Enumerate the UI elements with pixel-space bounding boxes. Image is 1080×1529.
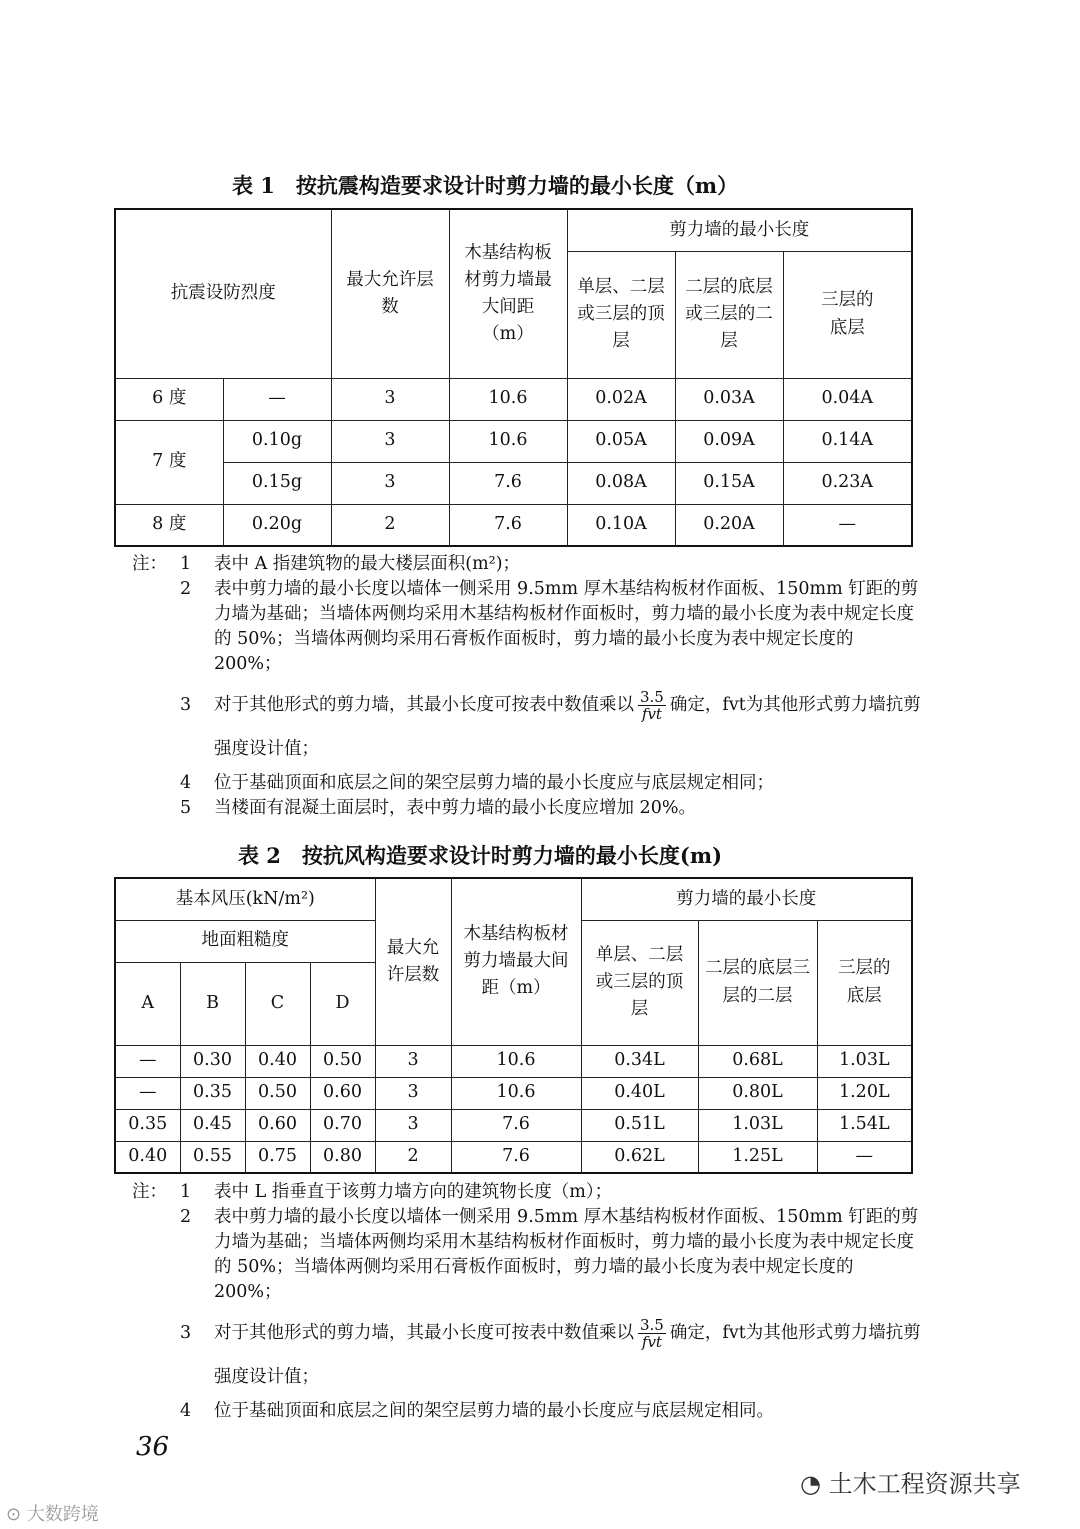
note-text-pre: 对于其他形式的剪力墙，其最小长度可按表中数值乘以 bbox=[214, 1323, 634, 1343]
table-row bbox=[115, 462, 912, 504]
t2-header-D: D bbox=[310, 962, 375, 1045]
t1-cell-accel: 0.15g bbox=[223, 462, 331, 504]
t1-header-col-c: 三层的底层 bbox=[783, 251, 912, 378]
t1-cell-b: 0.15A bbox=[675, 462, 783, 504]
page-number: 36 bbox=[136, 1432, 170, 1462]
t2-header-min-length: 剪力墙的最小长度 bbox=[581, 878, 912, 920]
t2-cell-b: 0.80L bbox=[698, 1077, 817, 1109]
t2-cell-B: 0.30 bbox=[180, 1045, 245, 1077]
t1-header-intensity: 抗震设防烈度 bbox=[115, 209, 331, 378]
table-row bbox=[115, 504, 912, 546]
t2-cell-C: 0.60 bbox=[245, 1109, 310, 1141]
note-text: 表中剪力墙的最小长度以墙体一侧采用 9.5mm 厚木基结构板材作面板、150mm 钉距的剪力墙为基础；当墙体两侧均采用木基结构板材作面板时，剪力墙的最小长度为表中规定长度的 50%；当墙体两侧均采用石膏板作面板时，剪力墙的最小长度为表中规定长度的 200%； bbox=[214, 579, 919, 674]
t2-cell-A: 0.40 bbox=[115, 1141, 180, 1173]
fraction-numerator: 3.5 bbox=[640, 1316, 664, 1334]
watermark-left-text: 大数跨境 bbox=[26, 1504, 99, 1525]
t2-header-col-a: 单层、二层或三层的顶层 bbox=[581, 920, 698, 1045]
notes-lead: 注： bbox=[132, 1182, 167, 1202]
t2-cell-A: 0.35 bbox=[115, 1109, 180, 1141]
note-text: 表中 L 指垂直于该剪力墙方向的建筑物长度（m）； bbox=[214, 1182, 613, 1202]
t1-cell-spacing: 10.6 bbox=[449, 420, 567, 462]
t2-cell-floors: 3 bbox=[375, 1077, 451, 1109]
t2-cell-a: 0.51L bbox=[581, 1109, 698, 1141]
t2-cell-D: 0.70 bbox=[310, 1109, 375, 1141]
t1-header-max-spacing: 木基结构板材剪力墙最大间距（m） bbox=[449, 209, 567, 378]
table1 bbox=[114, 208, 913, 547]
table2-notes bbox=[132, 1180, 922, 1424]
t1-cell-b: 0.09A bbox=[675, 420, 783, 462]
note-number: 5 bbox=[180, 798, 192, 818]
wechat-icon: ◔ bbox=[800, 1470, 821, 1498]
t2-cell-floors: 3 bbox=[375, 1045, 451, 1077]
t1-cell-c: 0.23A bbox=[783, 462, 912, 504]
t2-cell-spacing: 7.6 bbox=[451, 1109, 581, 1141]
table1-caption: 表 1 按抗震构造要求设计时剪力墙的最小长度（m） bbox=[232, 173, 739, 198]
t2-cell-spacing: 10.6 bbox=[451, 1077, 581, 1109]
t2-cell-floors: 2 bbox=[375, 1141, 451, 1173]
t2-cell-c: — bbox=[817, 1141, 912, 1173]
note-number: 2 bbox=[180, 579, 192, 599]
t1-header-max-floors: 最大允许层数 bbox=[331, 209, 449, 378]
t2-cell-B: 0.45 bbox=[180, 1109, 245, 1141]
note-text: 表中剪力墙的最小长度以墙体一侧采用 9.5mm 厚木基结构板材作面板、150mm 钉距的剪力墙为基础；当墙体两侧均采用木基结构板材作面板时，剪力墙的最小长度为表中规定长度的 50%；当墙体两侧均采用石膏板作面板时，剪力墙的最小长度为表中规定长度的 200%； bbox=[214, 1207, 919, 1302]
t1-cell-c: 0.04A bbox=[783, 378, 912, 420]
t2-cell-A: — bbox=[115, 1045, 180, 1077]
t1-cell-floors: 3 bbox=[331, 378, 449, 420]
note-item bbox=[132, 1180, 922, 1205]
t2-cell-a: 0.34L bbox=[581, 1045, 698, 1077]
note-number: 4 bbox=[180, 773, 192, 793]
t1-header-col-a: 单层、二层或三层的顶层 bbox=[567, 251, 675, 378]
note-item bbox=[132, 577, 922, 677]
watermark-left bbox=[6, 1500, 99, 1526]
note-text: 位于基础顶面和底层之间的架空层剪力墙的最小长度应与底层规定相同。 bbox=[214, 1401, 774, 1421]
logo-icon: ⊙ bbox=[6, 1504, 22, 1525]
t1-cell-a: 0.05A bbox=[567, 420, 675, 462]
t1-cell-c: — bbox=[783, 504, 912, 546]
note-text-pre: 对于其他形式的剪力墙，其最小长度可按表中数值乘以 bbox=[214, 695, 634, 715]
t2-cell-D: 0.80 bbox=[310, 1141, 375, 1173]
fraction-denominator: fvt bbox=[641, 705, 662, 723]
note-item bbox=[132, 771, 922, 796]
t2-header-wind: 基本风压(kN/m²) bbox=[115, 878, 375, 920]
table-row bbox=[115, 1045, 912, 1077]
note-text: 位于基础顶面和底层之间的架空层剪力墙的最小长度应与底层规定相同； bbox=[214, 773, 774, 793]
table2-caption: 表 2 按抗风构造要求设计时剪力墙的最小长度(m) bbox=[238, 843, 723, 868]
t1-cell-spacing: 7.6 bbox=[449, 462, 567, 504]
t1-cell-a: 0.10A bbox=[567, 504, 675, 546]
t2-cell-C: 0.40 bbox=[245, 1045, 310, 1077]
t2-cell-b: 0.68L bbox=[698, 1045, 817, 1077]
table-row bbox=[115, 1109, 912, 1141]
t1-cell-floors: 3 bbox=[331, 462, 449, 504]
t1-cell-spacing: 10.6 bbox=[449, 378, 567, 420]
table-row bbox=[115, 378, 912, 420]
table-row bbox=[115, 420, 912, 462]
t2-cell-c: 1.54L bbox=[817, 1109, 912, 1141]
t2-cell-C: 0.75 bbox=[245, 1141, 310, 1173]
t2-header-rough: 地面粗糙度 bbox=[115, 920, 375, 962]
t2-cell-D: 0.60 bbox=[310, 1077, 375, 1109]
t1-cell-a: 0.08A bbox=[567, 462, 675, 504]
t1-cell-accel: 0.20g bbox=[223, 504, 331, 546]
t1-cell-accel: 0.10g bbox=[223, 420, 331, 462]
watermark-right bbox=[800, 1464, 1021, 1499]
fraction bbox=[638, 1317, 666, 1350]
t2-header-B: B bbox=[180, 962, 245, 1045]
t2-cell-B: 0.55 bbox=[180, 1141, 245, 1173]
t1-cell-degree: 8 度 bbox=[115, 504, 223, 546]
notes-lead: 注： bbox=[132, 554, 167, 574]
fraction-numerator: 3.5 bbox=[640, 688, 664, 706]
note-item bbox=[132, 1205, 922, 1305]
t2-cell-a: 0.62L bbox=[581, 1141, 698, 1173]
t2-cell-C: 0.50 bbox=[245, 1077, 310, 1109]
t2-cell-a: 0.40L bbox=[581, 1077, 698, 1109]
watermark-right-text: 土木工程资源共享 bbox=[828, 1470, 1021, 1498]
table2 bbox=[114, 877, 913, 1174]
t1-cell-floors: 2 bbox=[331, 504, 449, 546]
note-text: 表中 A 指建筑物的最大楼层面积(m²)； bbox=[214, 554, 521, 574]
table1-notes bbox=[132, 552, 922, 821]
t2-cell-c: 1.03L bbox=[817, 1045, 912, 1077]
t2-cell-spacing: 7.6 bbox=[451, 1141, 581, 1173]
t1-cell-b: 0.03A bbox=[675, 378, 783, 420]
note-item bbox=[132, 552, 922, 577]
note-number: 3 bbox=[180, 695, 192, 715]
t2-header-A: A bbox=[115, 962, 180, 1045]
note-item bbox=[132, 1311, 922, 1399]
t1-cell-floors: 3 bbox=[331, 420, 449, 462]
note-text-post: 确定，fvt为其他形式剪力墙抗剪强度设计值； bbox=[214, 695, 921, 759]
t1-cell-degree: 6 度 bbox=[115, 378, 223, 420]
t1-header-col-b: 二层的底层或三层的二层 bbox=[675, 251, 783, 378]
t1-cell-accel: — bbox=[223, 378, 331, 420]
note-number: 1 bbox=[180, 1182, 192, 1202]
t1-header-min-length: 剪力墙的最小长度 bbox=[567, 209, 912, 251]
note-item bbox=[132, 1399, 922, 1424]
note-item bbox=[132, 796, 922, 821]
fraction-denominator: fvt bbox=[641, 1333, 662, 1351]
t1-cell-degree: 7 度 bbox=[115, 420, 223, 504]
t2-header-max-spacing: 木基结构板材剪力墙最大间距（m） bbox=[451, 878, 581, 1045]
note-text-post: 确定，fvt为其他形式剪力墙抗剪强度设计值； bbox=[214, 1323, 921, 1387]
note-number: 3 bbox=[180, 1323, 192, 1343]
t2-cell-spacing: 10.6 bbox=[451, 1045, 581, 1077]
note-text: 当楼面有混凝土面层时，表中剪力墙的最小长度应增加 20%。 bbox=[214, 798, 696, 818]
fraction bbox=[638, 689, 666, 722]
t2-header-max-floors: 最大允许层数 bbox=[375, 878, 451, 1045]
table-row bbox=[115, 1141, 912, 1173]
table-row bbox=[115, 1077, 912, 1109]
t2-cell-b: 1.25L bbox=[698, 1141, 817, 1173]
t1-cell-c: 0.14A bbox=[783, 420, 912, 462]
t2-header-C: C bbox=[245, 962, 310, 1045]
t2-header-col-c: 三层的底层 bbox=[817, 920, 912, 1045]
t2-cell-D: 0.50 bbox=[310, 1045, 375, 1077]
note-number: 2 bbox=[180, 1207, 192, 1227]
t1-cell-b: 0.20A bbox=[675, 504, 783, 546]
t2-cell-c: 1.20L bbox=[817, 1077, 912, 1109]
t2-cell-floors: 3 bbox=[375, 1109, 451, 1141]
t1-cell-a: 0.02A bbox=[567, 378, 675, 420]
note-number: 4 bbox=[180, 1401, 192, 1421]
note-number: 1 bbox=[180, 554, 192, 574]
t2-cell-B: 0.35 bbox=[180, 1077, 245, 1109]
note-item bbox=[132, 683, 922, 771]
t2-cell-A: — bbox=[115, 1077, 180, 1109]
t1-cell-spacing: 7.6 bbox=[449, 504, 567, 546]
t2-cell-b: 1.03L bbox=[698, 1109, 817, 1141]
t2-header-col-b: 二层的底层三层的二层 bbox=[698, 920, 817, 1045]
